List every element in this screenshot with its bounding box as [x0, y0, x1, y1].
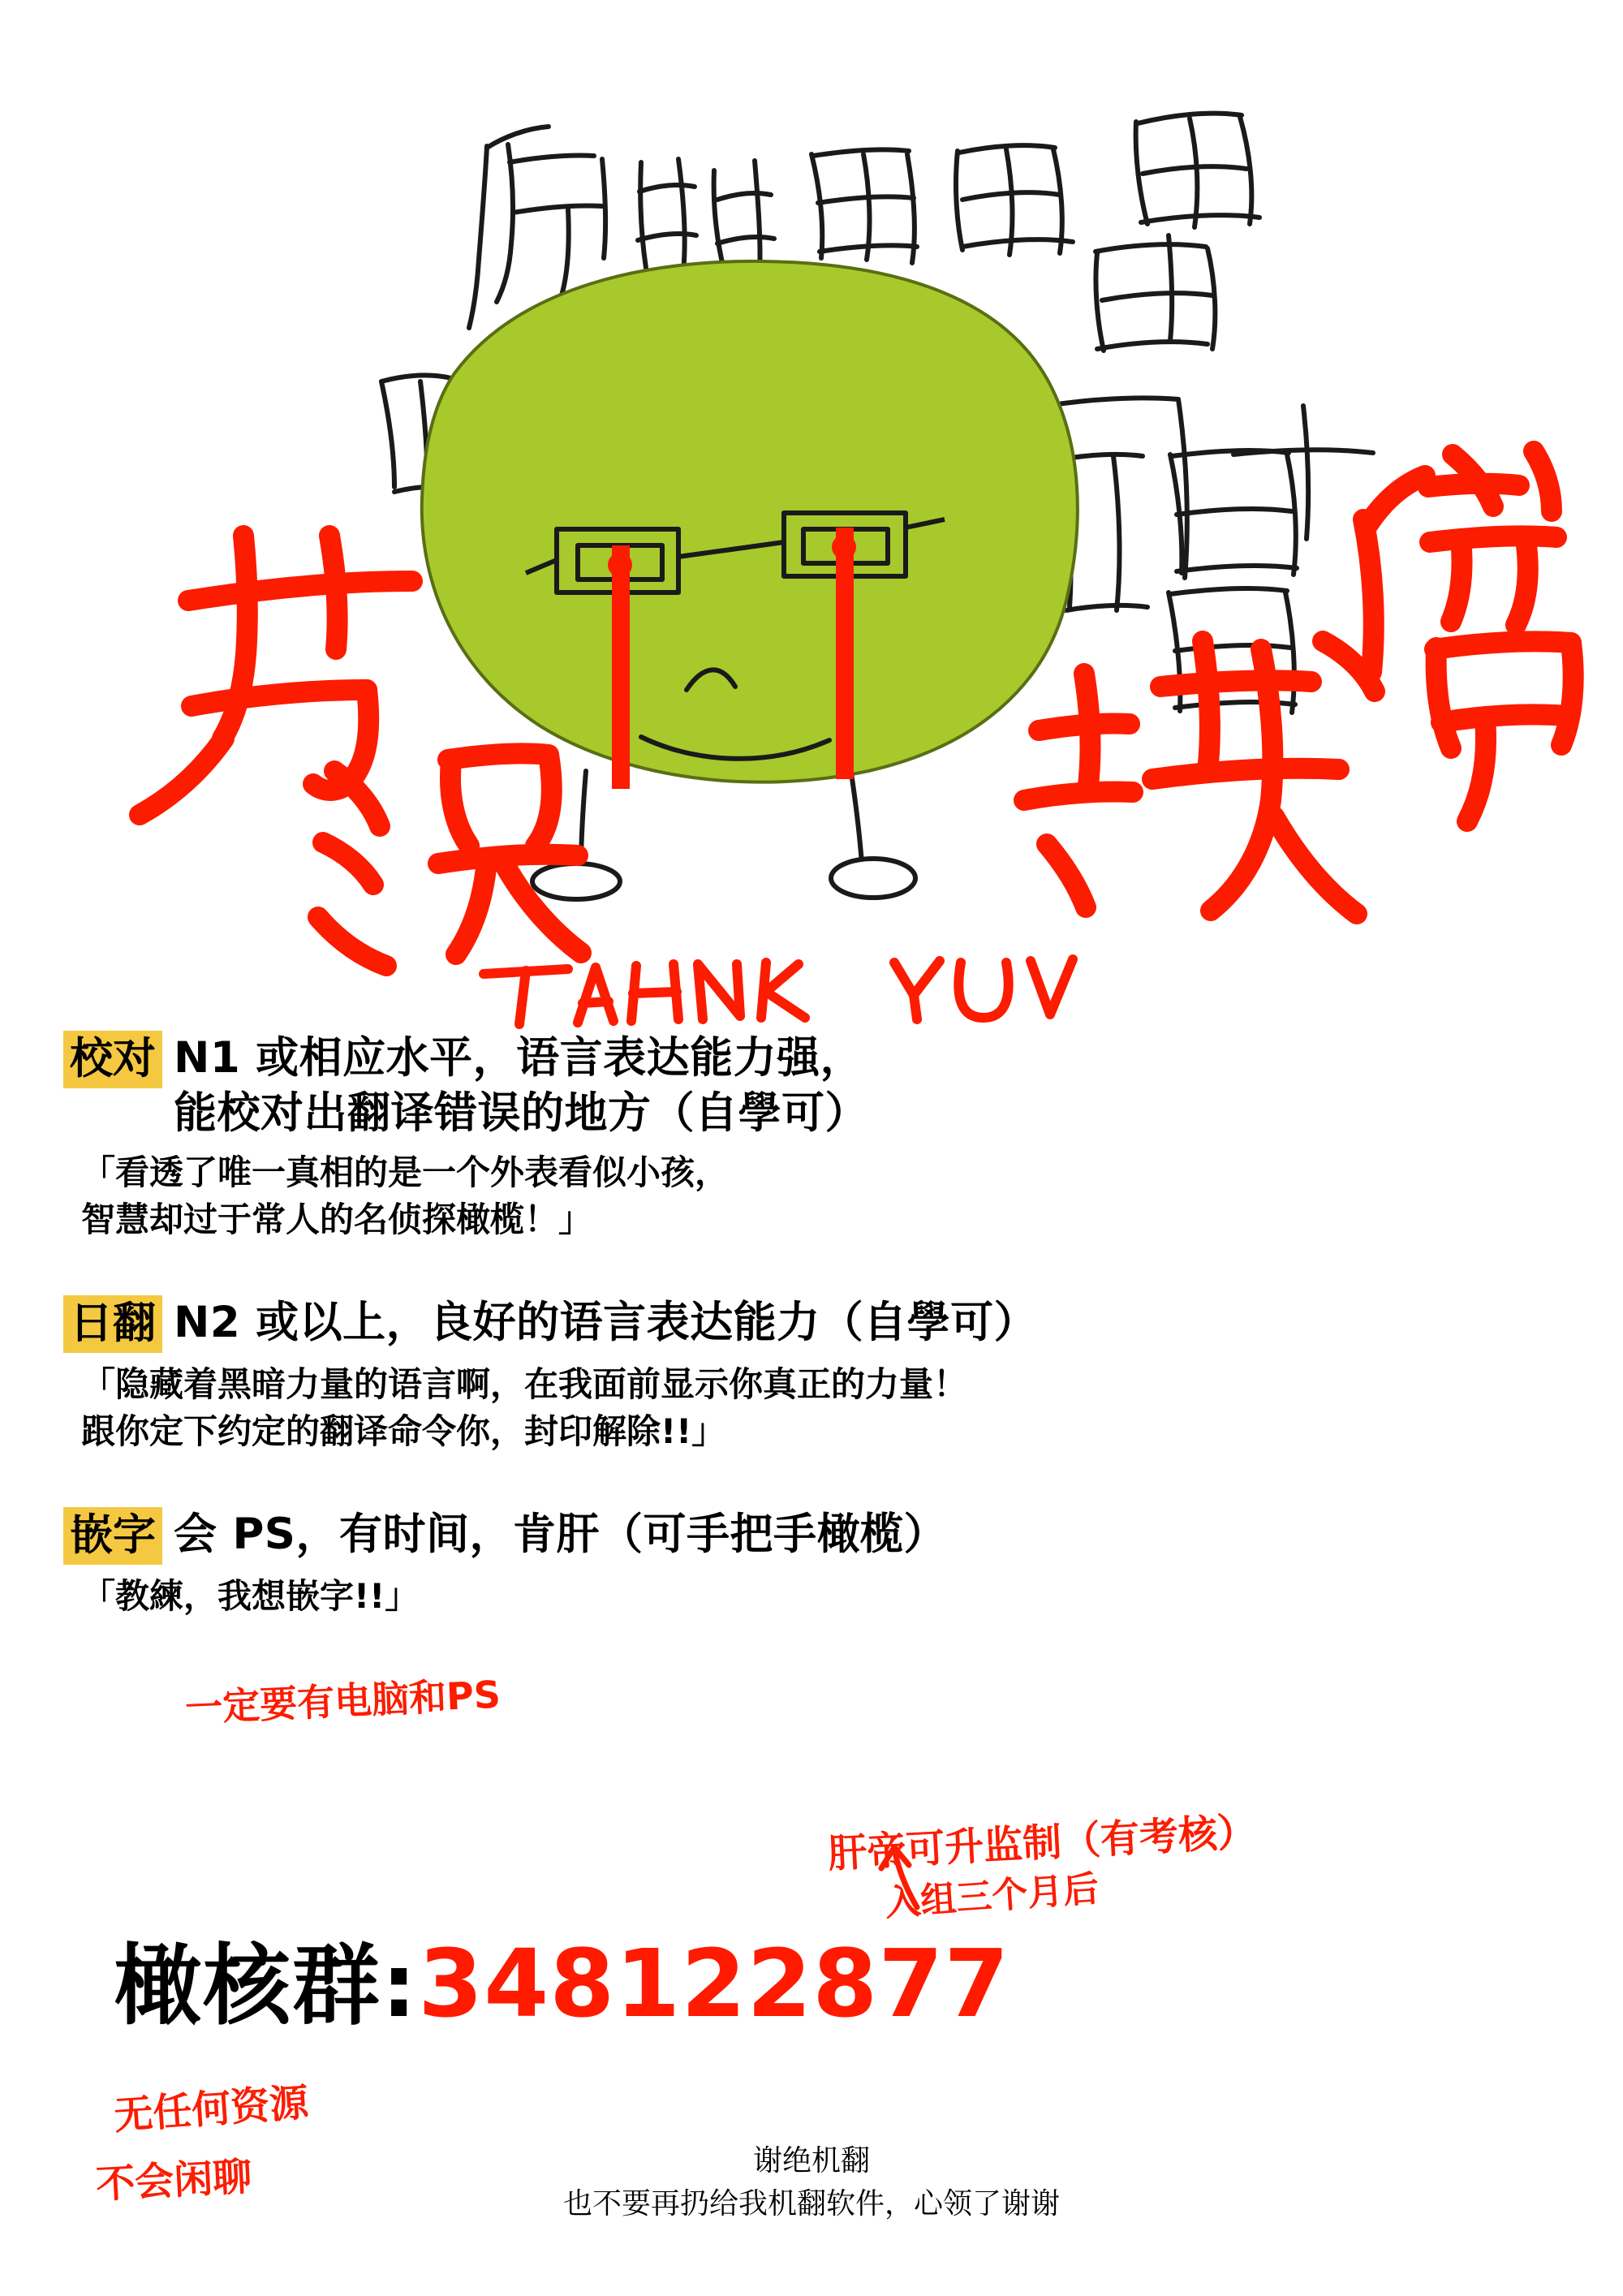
thank-you-handwriting [484, 959, 1073, 1024]
role-row-proofreading [0, 1031, 1623, 1243]
group-number[interactable]: 348122877 [418, 1930, 1010, 2039]
quote-line-2: 智慧却过于常人的名侦探橄榄！」 [81, 1199, 593, 1239]
footer-line-1: 谢绝机翻 [752, 2144, 870, 2178]
requirement-line-1: 会 PS，有时间，肯肝（可手把手橄榄） [174, 1509, 947, 1559]
annotation-liver-promote: 肝帝可升监制（有考核） [827, 1809, 1258, 1877]
role-quote-typesetting [81, 1573, 1623, 1620]
role-tag-translation: 日翻 [63, 1295, 162, 1353]
annotation-need-pc-ps: 一定要有电脑和PS [184, 1672, 502, 1730]
row-spacer [0, 1258, 1623, 1295]
annotation-after-three-months: 入组三个月后 [883, 1867, 1100, 1925]
role-row-typesetting [0, 1507, 1623, 1620]
role-quote-proofreading [81, 1149, 1623, 1243]
requirement-line-2: 能校对出翻译错误的地方（自學可） [174, 1088, 868, 1138]
group-line [114, 1915, 1010, 2041]
role-headline [63, 1507, 1623, 1565]
annotation-arrow-icon [828, 1841, 958, 1914]
quote-line-1: 「隐藏着黑暗力量的语言啊，在我面前显示你真正的力量！ [81, 1364, 968, 1405]
role-requirement-proofreading [174, 1031, 868, 1141]
annotation-no-resources: 无任何资源 [112, 2079, 310, 2139]
character-body [422, 261, 1078, 782]
role-tag-typesetting: 嵌字 [63, 1507, 162, 1565]
role-requirement-translation [174, 1295, 1037, 1350]
role-tag-proofreading: 校对 [63, 1031, 162, 1088]
requirement-line-1: N2 或以上，良好的语言表达能力（自學可） [174, 1297, 1038, 1347]
annotation-no-chatting: 不会闲聊 [94, 2154, 253, 2208]
role-requirement-typesetting [174, 1507, 947, 1562]
quote-line-2: 跟你定下约定的翻译命令你，封印解除!!」 [81, 1411, 726, 1451]
poster-illustration [0, 0, 1623, 1047]
quote-line-1: 「看透了唯一真相的是一个外表看似小孩， [81, 1152, 730, 1192]
footer-line-2: 也不要再扔给我机翻软件，心领了谢谢 [562, 2186, 1060, 2221]
quote-line-1: 「教練，我想嵌字!!」 [81, 1576, 420, 1617]
roles-section [0, 1031, 1623, 1635]
role-quote-translation [81, 1361, 1623, 1455]
role-headline [63, 1031, 1623, 1141]
role-headline [63, 1295, 1623, 1353]
role-row-translation [0, 1295, 1623, 1455]
group-label: 橄核群: [114, 1936, 419, 2037]
requirement-line-1: N1 或相应水平，语言表达能力强， [174, 1033, 864, 1083]
row-spacer [0, 1470, 1623, 1507]
